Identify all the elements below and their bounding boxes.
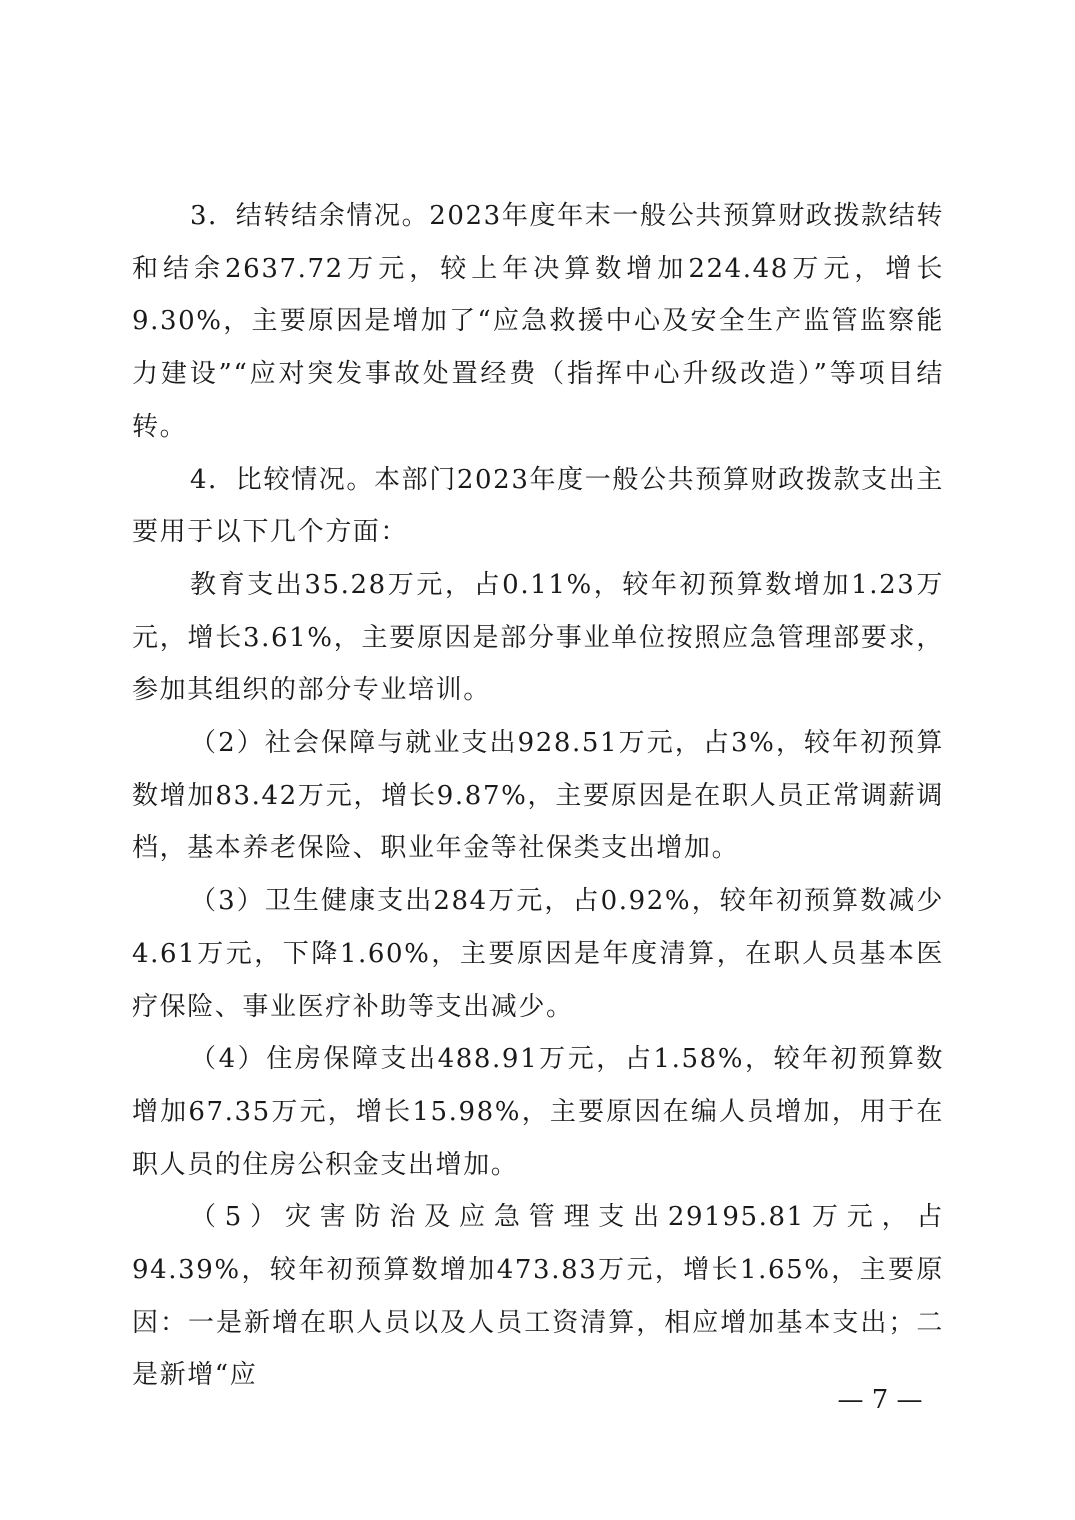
paragraph-disaster-prevention-expenditure: （5）灾害防治及应急管理支出29195.81万元，占94.39%，较年初预算数增加473.83万元，增长1.65%，主要原因：一是新增在职人员以及人员工资清算，相应增加基本支出；二是新增“应	[132, 1202, 944, 1391]
paragraph-health-expenditure: （3）卫生健康支出284万元，占0.92%，较年初预算数减少4.61万元，下降1.60%，主要原因是年度清算，在职人员基本医疗保险、事业医疗补助等支出减少。	[132, 886, 944, 1022]
paragraph-housing-expenditure: （4）住房保障支出488.91万元，占1.58%，较年初预算数增加67.35万元，增长15.98%，主要原因在编人员增加，用于在职人员的住房公积金支出增加。	[132, 1044, 944, 1180]
paragraph-carryover-balance: 3．结转结余情况。2023年度年末一般公共预算财政拨款结转和结余2637.72万元，较上年决算数增加224.48万元，增长9.30%，主要原因是增加了“应急救援中心及安全生产监管监察能力建设”“应对突发事故处置经费（指挥中心升级改造）”等项目结转。	[132, 201, 944, 442]
paragraph-comparison: 4．比较情况。本部门2023年度一般公共预算财政拨款支出主要用于以下几个方面：	[132, 464, 944, 548]
paragraph-social-security-expenditure: （2）社会保障与就业支出928.51万元，占3%，较年初预算数增加83.42万元，增长9.87%，主要原因是在职人员正常调薪调档，基本养老保险、职业年金等社保类支出增加。	[132, 728, 944, 864]
paragraph-education-expenditure: 教育支出35.28万元，占0.11%，较年初预算数增加1.23万元，增长3.61%，主要原因是部分事业单位按照应急管理部要求，参加其组织的部分专业培训。	[132, 569, 944, 706]
page-number: — 7 —	[837, 1385, 923, 1415]
body-text	[132, 190, 944, 1402]
